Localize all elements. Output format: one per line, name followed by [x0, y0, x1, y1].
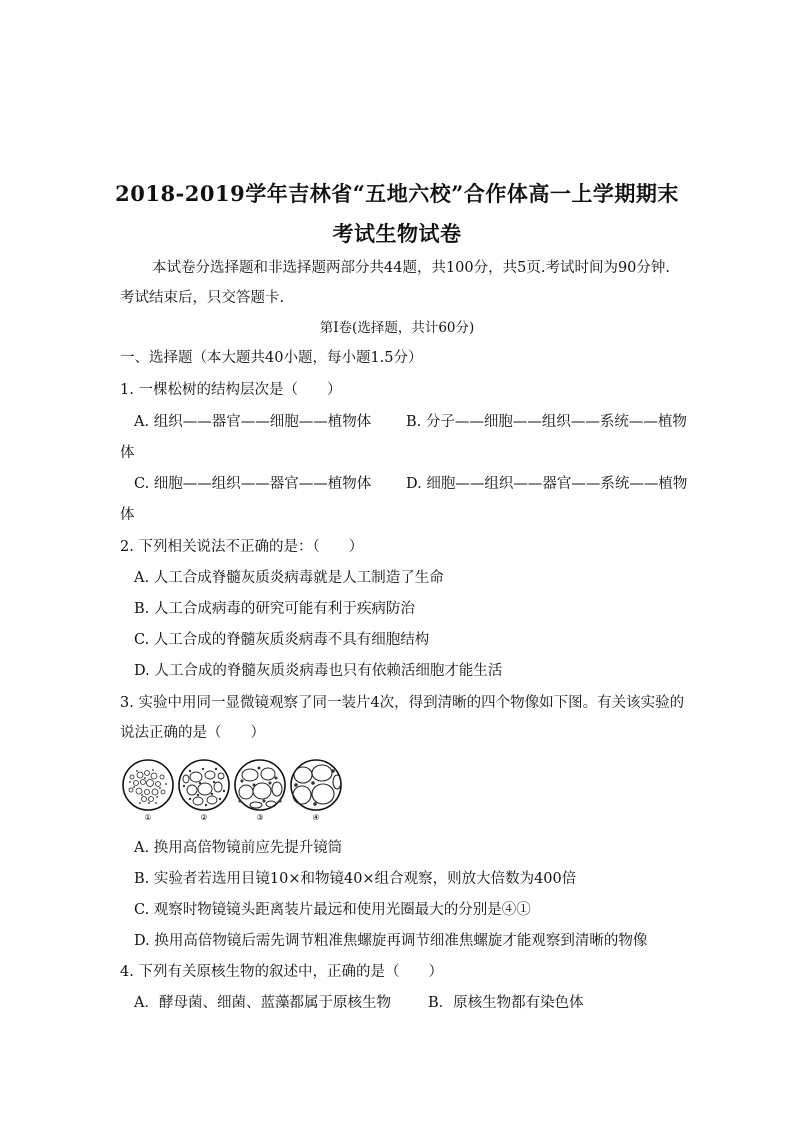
- q1-option-a: A. 组织——器官——细胞——植物体: [134, 414, 372, 430]
- part-title: 一、选择题（本大题共40小题，每小题1.5分）: [120, 350, 423, 366]
- microscope-images-figure: [120, 757, 346, 823]
- view-2-label: ②: [200, 813, 208, 822]
- q3-stem-line2: 说法正确的是（ ）: [120, 725, 265, 741]
- view-4-label: ④: [312, 813, 320, 822]
- intro-line1: 本试卷分选择题和非选择题两部分共44题，共100分，共5页.考试时间为90分钟.: [152, 260, 671, 276]
- view-1-label: ①: [144, 813, 152, 822]
- q1-stem: 1. 一棵松树的结构层次是（ ）: [120, 382, 342, 398]
- exam-title-line2: 考试生物试卷: [332, 221, 462, 246]
- q2-option-a: A. 人工合成脊髓灰质炎病毒就是人工制造了生命: [134, 570, 444, 586]
- q4-option-a: A．酵母菌、细菌、蓝藻都属于原核生物: [134, 995, 391, 1011]
- microscope-view-3: [235, 760, 285, 822]
- q1-option-d: D. 细胞——组织——器官——系统——植物: [406, 476, 688, 492]
- microscope-view-4: [291, 760, 341, 822]
- q1-option-b: B. 分子——细胞——组织——系统——植物: [406, 414, 687, 430]
- q3-option-c: C. 观察时物镜镜头距离装片最远和使用光圈最大的分别是④①: [134, 902, 531, 918]
- q1-option-b-wrap: 体: [120, 445, 135, 461]
- q1-option-c: C. 细胞——组织——器官——植物体: [134, 476, 372, 492]
- view-3-label: ③: [256, 813, 264, 822]
- microscope-view-1: [123, 760, 173, 822]
- q2-option-b: B. 人工合成病毒的研究可能有利于疾病防治: [134, 601, 415, 617]
- q2-stem: 2. 下列相关说法不正确的是：（ ）: [120, 539, 364, 555]
- exam-title-line1: 2018-2019学年吉林省“五地六校”合作体高一上学期期末: [115, 181, 679, 206]
- section-header: 第Ⅰ卷(选择题，共计60分): [319, 320, 475, 336]
- q1-option-d-wrap: 体: [120, 507, 135, 523]
- intro-line2: 考试结束后，只交答题卡.: [120, 290, 285, 306]
- q3-option-b: B. 实验者若选用目镜10×和物镜40×组合观察，则放大倍数为400倍: [134, 871, 577, 887]
- q3-stem-line1: 3. 实验中用同一显微镜观察了同一装片4次，得到清晰的四个物像如下图。有关该实验的: [120, 695, 685, 711]
- q3-option-a: A. 换用高倍物镜前应先提升镜筒: [134, 840, 343, 856]
- q2-option-c: C. 人工合成的脊髓灰质炎病毒不具有细胞结构: [134, 632, 430, 648]
- q3-option-d: D. 换用高倍物镜后需先调节粗准焦螺旋再调节细准焦螺旋才能观察到清晰的物像: [134, 933, 648, 949]
- q4-option-b: B．原核生物都有染色体: [428, 995, 584, 1011]
- q2-option-d: D. 人工合成的脊髓灰质炎病毒也只有依赖活细胞才能生活: [134, 663, 503, 679]
- microscope-view-2: [179, 760, 229, 822]
- q4-stem: 4. 下列有关原核生物的叙述中，正确的是（ ）: [120, 964, 443, 980]
